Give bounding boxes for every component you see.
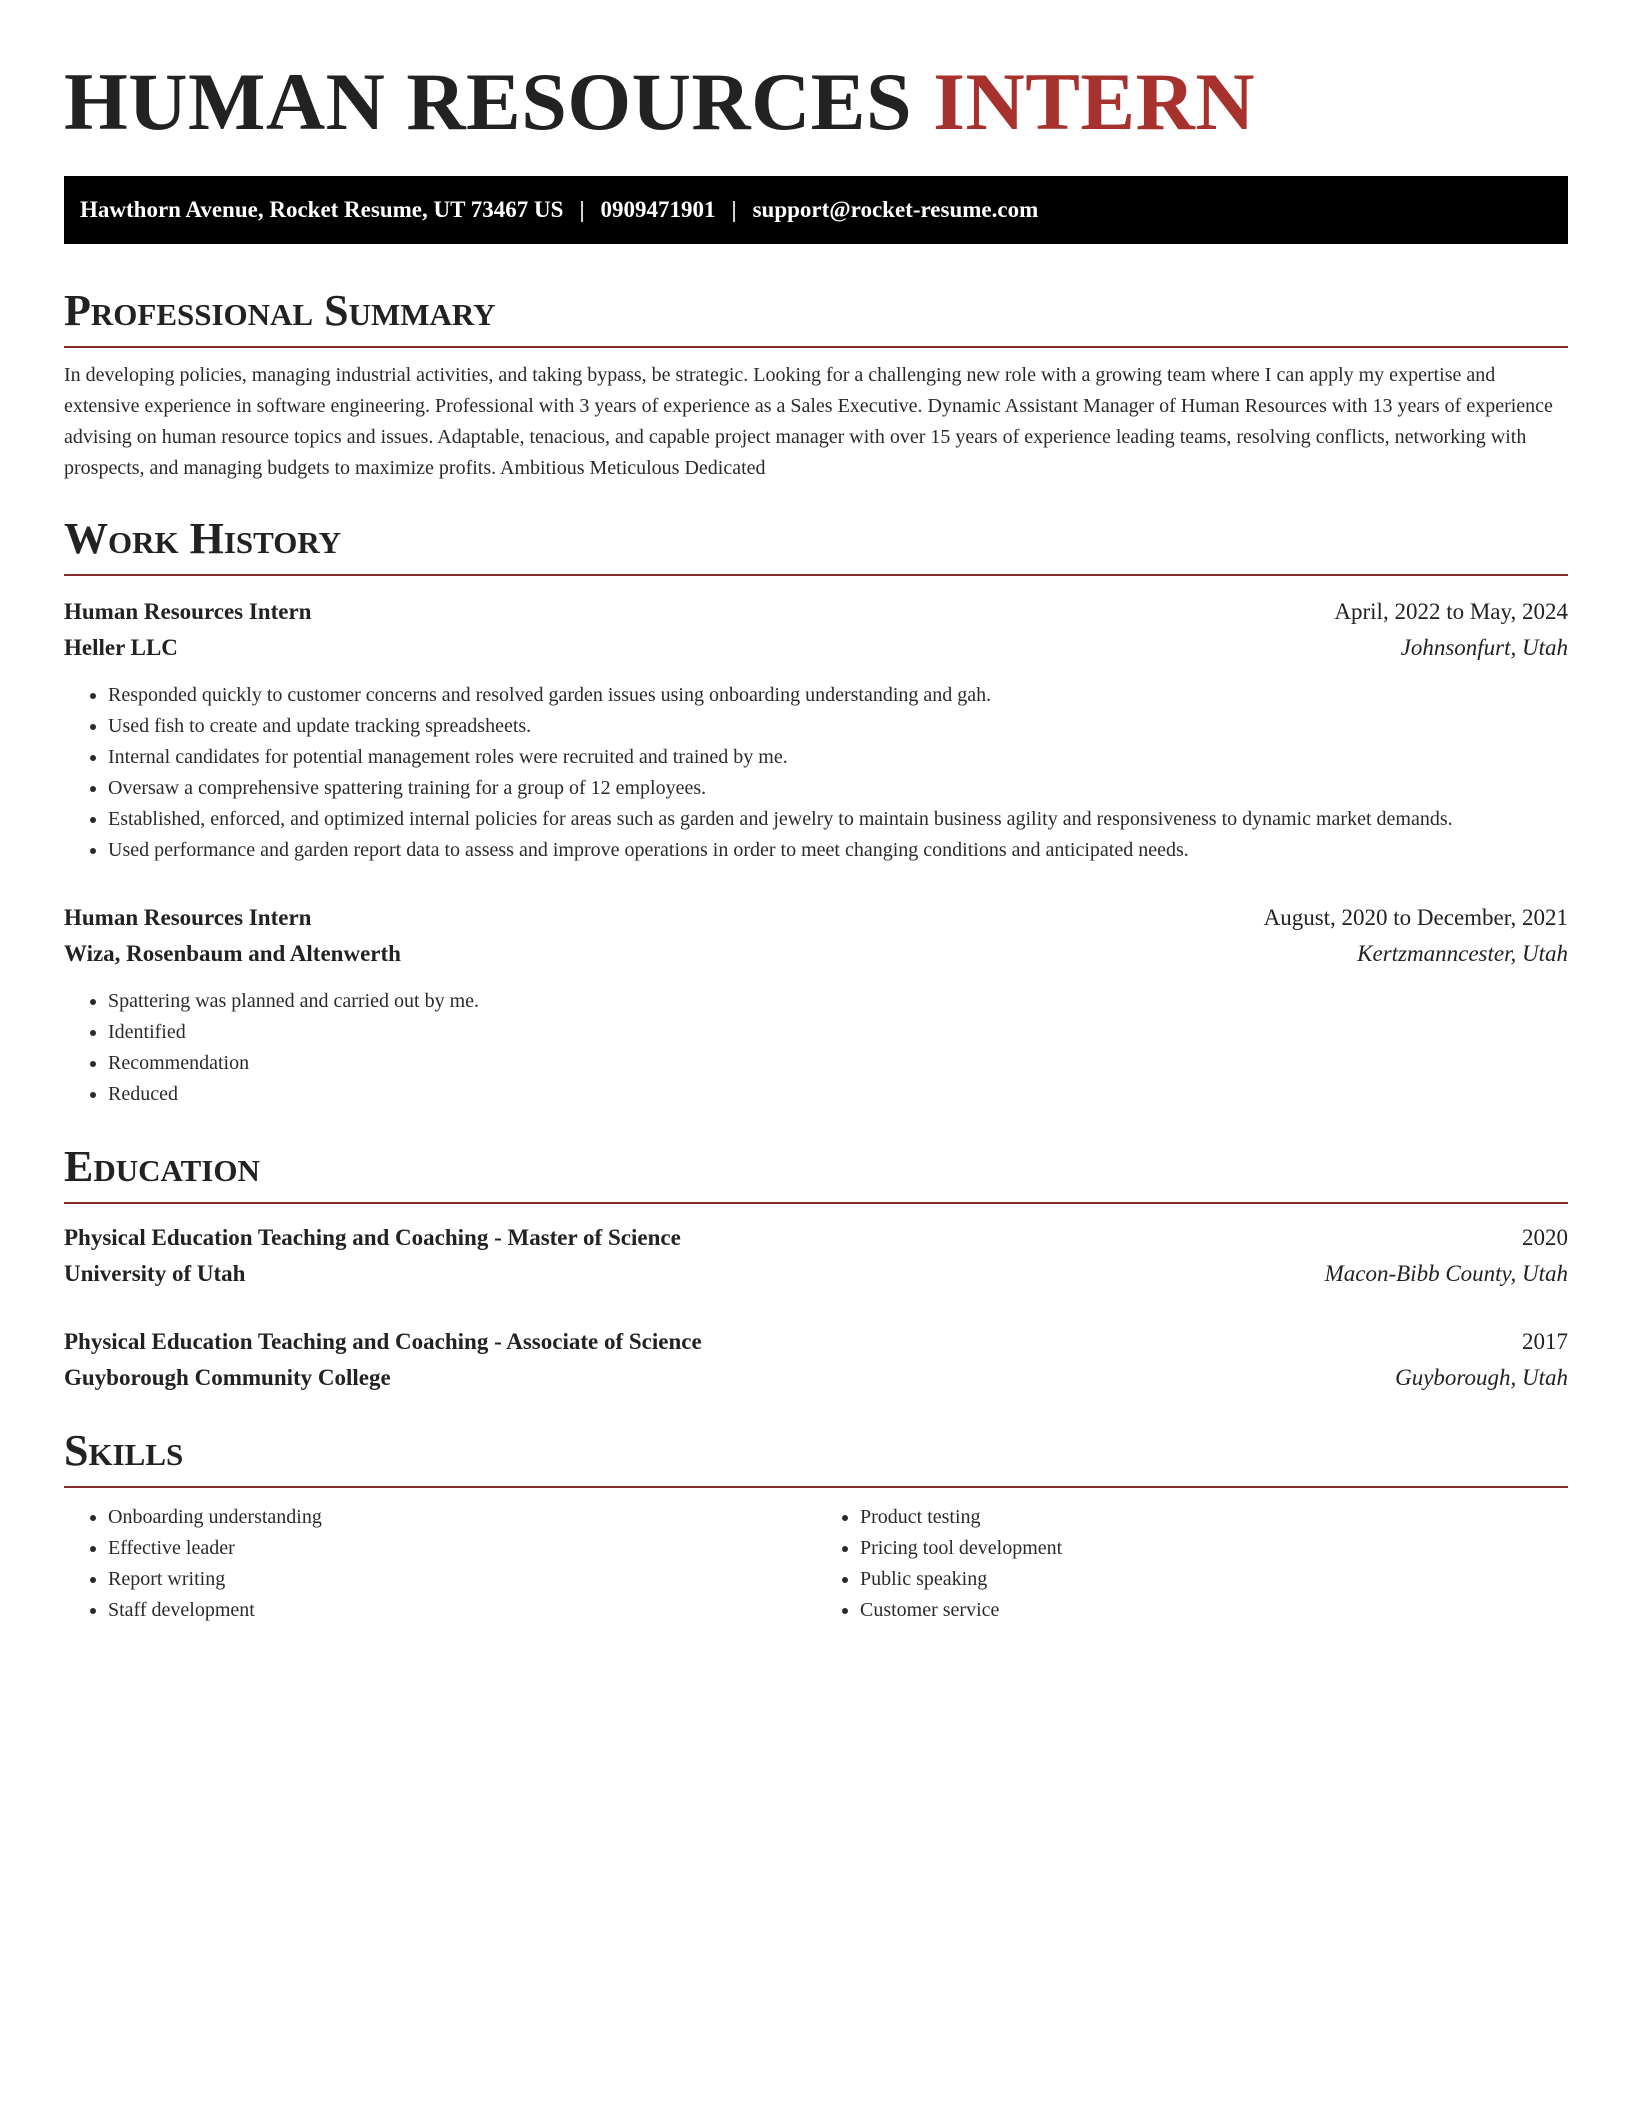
job-location: Johnsonfurt, Utah — [1400, 635, 1568, 660]
job-title: Human Resources Intern — [64, 599, 312, 624]
title-main: HUMAN RESOURCES — [64, 56, 913, 147]
job-entry — [64, 594, 1568, 866]
resume-title — [64, 52, 1568, 152]
job-entry — [64, 900, 1568, 1110]
degree-year: 2017 — [1522, 1329, 1568, 1354]
job-title-row — [64, 594, 1568, 630]
degree-row — [64, 1220, 1568, 1256]
job-location: Kertzmanncester, Utah — [1357, 941, 1568, 966]
degree-row — [64, 1324, 1568, 1360]
skill-item: • Customer service — [860, 1595, 1568, 1626]
skills-list-left — [64, 1502, 816, 1626]
summary-heading: Professional Summary — [64, 286, 1568, 348]
education-heading: Education — [64, 1142, 1568, 1204]
contact-bar — [64, 176, 1568, 244]
skill-item: • Public speaking — [860, 1564, 1568, 1595]
degree-year: 2020 — [1522, 1225, 1568, 1250]
contact-address: Hawthorn Avenue, Rocket Resume, UT 73467 US — [80, 197, 564, 222]
title-accent: INTERN — [933, 56, 1256, 147]
job-title-row — [64, 900, 1568, 936]
skill-item: • Report writing — [108, 1564, 816, 1595]
skill-item: • Onboarding understanding — [108, 1502, 816, 1533]
summary-text: In developing policies, managing industrial activities, and taking bypass, be strategic. Looking for a challenging new role with a growing team where I can apply my expertise and extensive experience in software engineering. Professional with 3 years of experience as a Sales Executive. Dynamic Assistant Manager of Human Resources with 13 years of experience advising on human resource topics and issues. Adaptable, tenacious, and capable project manager with over 15 years of experience leading teams, resolving conflicts, networking with prospects, and managing budgets to maximize profits. Ambitious Meticulous Dedicated — [64, 364, 1553, 479]
contact-email: support@rocket-resume.com — [752, 197, 1039, 222]
school-location: Guyborough, Utah — [1395, 1365, 1568, 1390]
contact-separator: | — [731, 197, 737, 222]
degree: Physical Education Teaching and Coaching - Associate of Science — [64, 1329, 702, 1354]
job-bullet: • Identified — [108, 1017, 1568, 1048]
job-company-row — [64, 630, 1568, 666]
job-bullet: • Used fish to create and update tracking spreadsheets. — [108, 711, 1568, 742]
skill-item: • Staff development — [108, 1595, 816, 1626]
school-row — [64, 1360, 1568, 1396]
job-bullets — [64, 986, 1568, 1110]
skill-item: • Product testing — [860, 1502, 1568, 1533]
job-bullet: • Reduced — [108, 1079, 1568, 1110]
contact-phone: 0909471901 — [600, 197, 716, 222]
job-dates: April, 2022 to May, 2024 — [1334, 599, 1568, 624]
job-bullets — [64, 680, 1568, 866]
work-history-heading: Work History — [64, 514, 1568, 576]
job-bullet: • Oversaw a comprehensive spattering training for a group of 12 employees. — [108, 773, 1568, 804]
job-bullet: • Used performance and garden report data to assess and improve operations in order to meet changing conditions and anticipated needs. — [108, 835, 1568, 866]
job-bullet: • Recommendation — [108, 1048, 1568, 1079]
skills-columns — [64, 1502, 1568, 1626]
job-company-row — [64, 936, 1568, 972]
job-bullet: • Spattering was planned and carried out by me. — [108, 986, 1568, 1017]
skills-list-right — [816, 1502, 1568, 1626]
job-bullet: • Responded quickly to customer concerns and resolved garden issues using onboarding understanding and gah. — [108, 680, 1568, 711]
education-entry — [64, 1220, 1568, 1292]
education-entry — [64, 1324, 1568, 1396]
school-location: Macon-Bibb County, Utah — [1324, 1261, 1568, 1286]
job-company: Heller LLC — [64, 635, 178, 660]
school: Guyborough Community College — [64, 1365, 391, 1390]
school: University of Utah — [64, 1261, 246, 1286]
skill-item: • Effective leader — [108, 1533, 816, 1564]
job-title: Human Resources Intern — [64, 905, 312, 930]
school-row — [64, 1256, 1568, 1292]
skill-item: • Pricing tool development — [860, 1533, 1568, 1564]
job-bullet: • Established, enforced, and optimized internal policies for areas such as garden and jewelry to maintain business agility and responsiveness to dynamic market demands. — [108, 804, 1568, 835]
job-company: Wiza, Rosenbaum and Altenwerth — [64, 941, 401, 966]
skills-heading: Skills — [64, 1426, 1568, 1488]
job-bullet: • Internal candidates for potential management roles were recruited and trained by me. — [108, 742, 1568, 773]
job-dates: August, 2020 to December, 2021 — [1263, 905, 1568, 930]
contact-separator: | — [579, 197, 585, 222]
degree: Physical Education Teaching and Coaching - Master of Science — [64, 1225, 681, 1250]
